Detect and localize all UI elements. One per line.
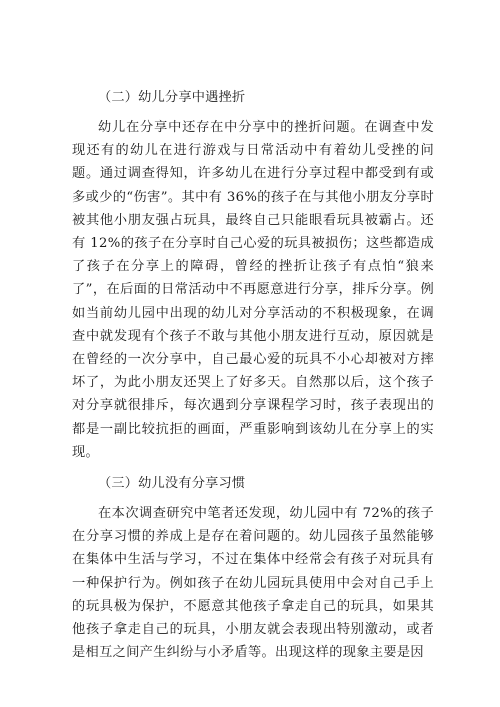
document-body (72, 86, 434, 670)
section-heading-2: （二）幼儿分享中遇挫折 (98, 90, 246, 105)
section-paragraph-3: 在本次调查研究中笔者还发现，幼儿园中有 72%的孩子在分享习惯的养成上是存在着问题的。幼儿园孩子虽然能够在集体中生活与学习，不过在集体中经常会有孩子对玩具有一种保护行为。例如孩子在幼儿园玩具使用中会对自己手上的玩具极为保护，不愿意其他孩子拿走自己的玩具，如果其他孩子拿走自己的玩具，小朋友就会表现出特别激动，或者是相互之间产生纠纷与小矛盾等。出现这样的现象主要是因 (72, 506, 434, 661)
section-heading-3: （三）幼儿没有分享习惯 (98, 476, 246, 492)
section-paragraph-2: 幼儿在分享中还存在中分享中的挫折问题。在调查中发现还有的幼儿在进行游戏与日常活动中有着幼儿受挫的问题。通过调查得知，许多幼儿在进行分享过程中都受到有或多或少的“伤害”。其中有 36%的孩子在与其他小朋友分享时被其他小朋友强占玩具，最终自己只能眼看玩具被霸占。还有 12%的孩子在分享时自己心爱的玩具被损伤；这些都造成了孩子在分享上的障碍，曾经的挫折让孩子有点怕“狼来了”，在后面的日常活动中不再愿意进行分享，排斥分享。例如当前幼儿园中出现的幼儿对分享活动的不积极现象，在调查中就发现有个孩子不敢与其他小朋友进行互动，原因就是在曾经的一次分享中，自己最心爱的玩具不小心却被对方摔坏了，为此小朋友还哭上了好多天。自然那以后，这个孩子对分享就很排斥，每次遇到分享课程学习时，孩子表现出的都是一副比较抗拒的画面，严重影响到该幼儿在分享上的实现。 (72, 120, 434, 460)
